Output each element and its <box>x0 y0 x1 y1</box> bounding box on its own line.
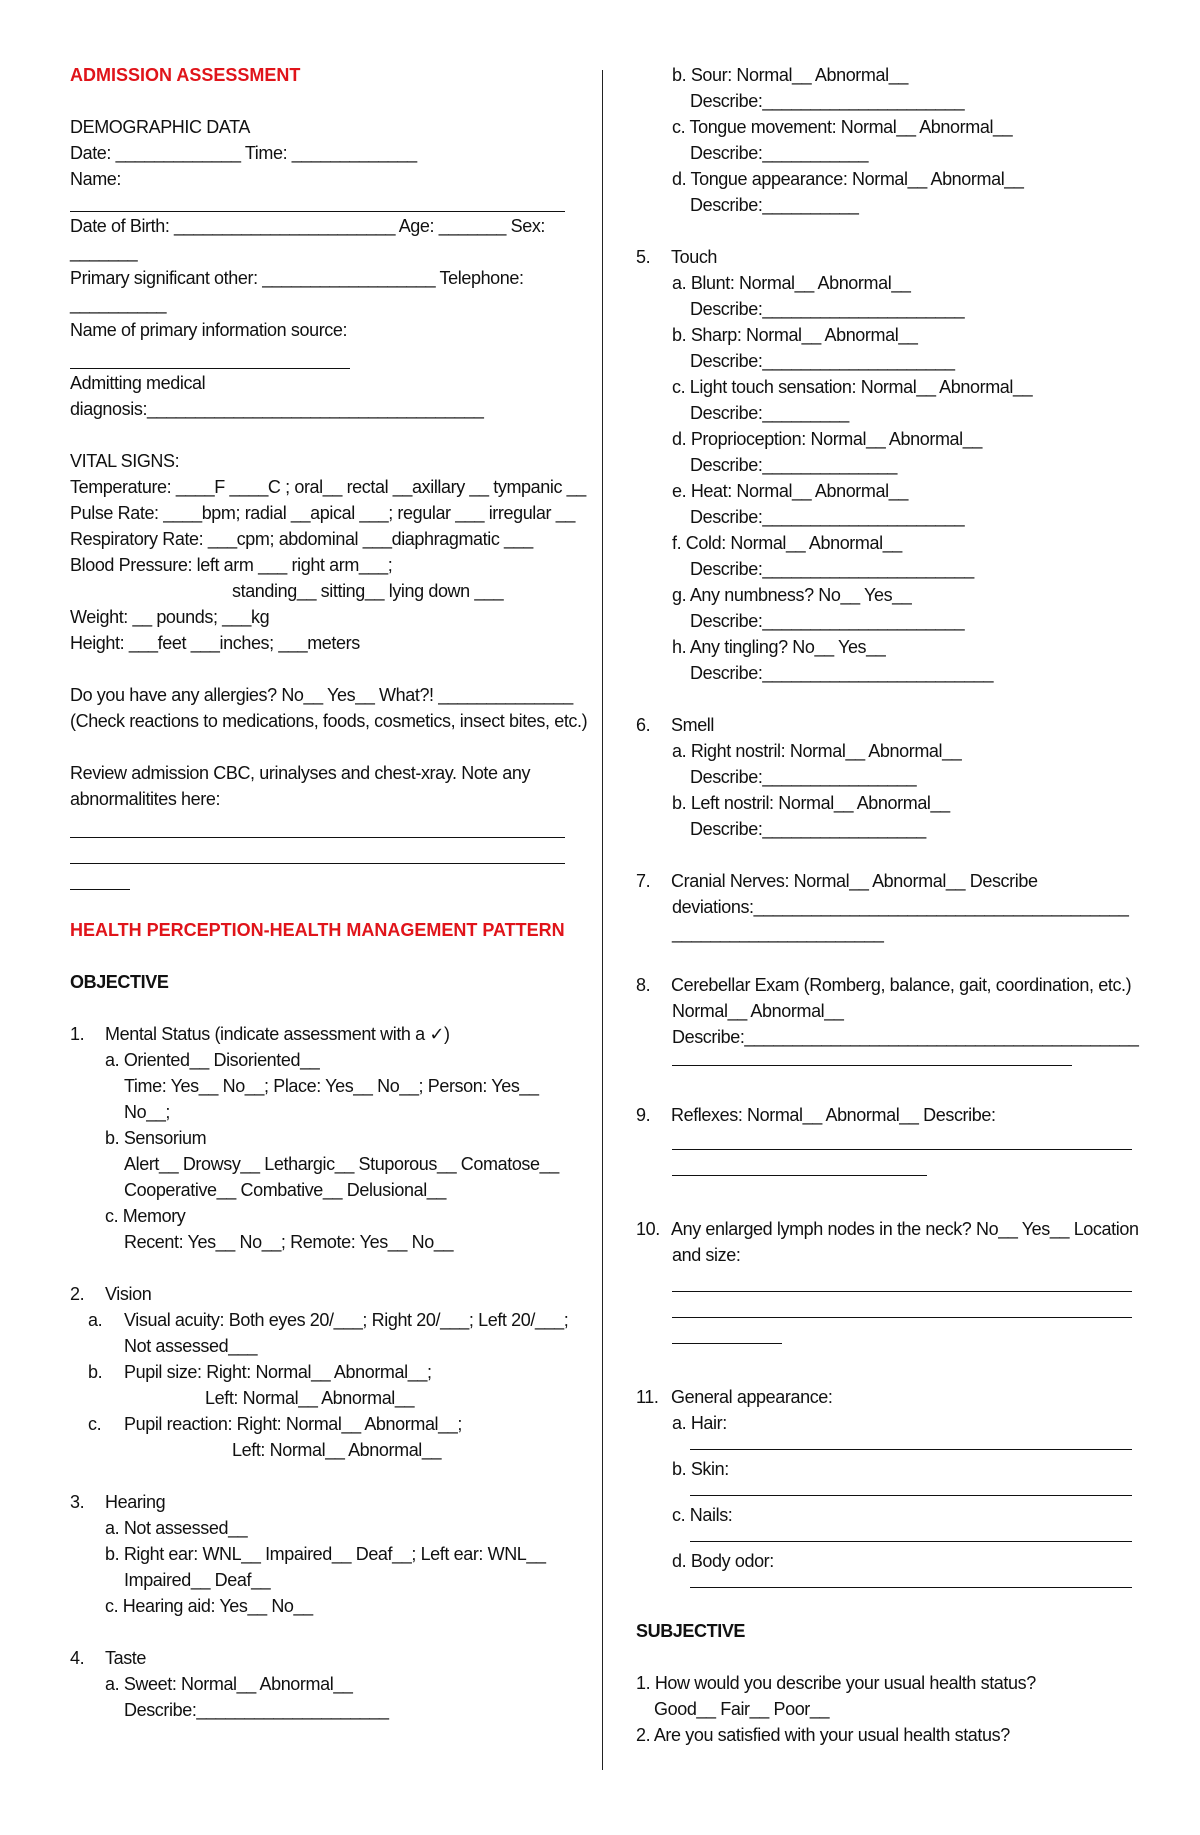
pulse-field[interactable]: Pulse Rate: ____bpm; radial __apical ___; regular ___ irregular __ <box>70 503 575 523</box>
cerebellar-item: 8. Cerebellar Exam (Romberg, balance, gait, coordination, etc.) <box>636 975 1132 995</box>
left-nostril-describe-field[interactable]: Describe:_________________ <box>690 819 926 839</box>
hearing-aid-field[interactable]: c. Hearing aid: Yes__ No__ <box>105 1596 313 1616</box>
heat-field[interactable]: e. Heat: Normal__ Abnormal__ <box>672 481 908 501</box>
dob-field[interactable]: Date of Birth: _______________________ Age: _______ Sex: <box>70 216 546 236</box>
telephone-field[interactable]: __________ <box>70 294 167 314</box>
visual-acuity-field[interactable]: a. Visual acuity: Both eyes 20/___; Right 20/___; Left 20/___; <box>88 1310 569 1330</box>
respiratory-field[interactable]: Respiratory Rate: ___cpm; abdominal ___diaphragmatic ___ <box>70 529 533 549</box>
admitting-label: Admitting medical <box>70 373 206 393</box>
deviations-field[interactable]: deviations:_______________________________________ <box>672 897 1129 917</box>
orientation-field-cont[interactable]: No__; <box>124 1102 171 1122</box>
abnormalities-line-2[interactable] <box>70 862 565 864</box>
review-text: Review admission CBC, urinalyses and chest-xray. Note any <box>70 763 531 783</box>
health-status-question: 1. How would you describe your usual health status? <box>636 1673 1036 1693</box>
hair-label: a. Hair: <box>672 1413 727 1433</box>
ear-field-cont[interactable]: Impaired__ Deaf__ <box>124 1570 271 1590</box>
lymph-size-label: and size: <box>672 1245 741 1265</box>
nails-label: c. Nails: <box>672 1505 733 1525</box>
allergy-note: (Check reactions to medications, foods, cosmetics, insect bites, etc.) <box>70 711 588 731</box>
blunt-field[interactable]: a. Blunt: Normal__ Abnormal__ <box>672 273 911 293</box>
heat-describe-field[interactable]: Describe:_____________________ <box>690 507 965 527</box>
memory-label: c. Memory <box>105 1206 186 1226</box>
column-divider <box>602 70 603 1770</box>
name-line[interactable] <box>70 210 565 212</box>
sour-field[interactable]: b. Sour: Normal__ Abnormal__ <box>672 65 908 85</box>
right-column <box>636 62 1139 1748</box>
cerebellar-describe-field[interactable]: Describe:_________________________________________ <box>672 1027 1139 1047</box>
ear-field[interactable]: b. Right ear: WNL__ Impaired__ Deaf__; Left ear: WNL__ <box>105 1544 546 1564</box>
cold-field[interactable]: f. Cold: Normal__ Abnormal__ <box>672 533 902 553</box>
smell-item: 6. Smell <box>636 715 715 735</box>
skin-line[interactable] <box>690 1494 1132 1496</box>
tingling-describe-field[interactable]: Describe:________________________ <box>690 663 994 683</box>
orientation-field[interactable]: Time: Yes__ No__; Place: Yes__ No__; Person: Yes__ <box>124 1076 539 1096</box>
info-source-label: Name of primary information source: <box>70 320 348 340</box>
pupil-size-field[interactable]: b. Pupil size: Right: Normal__ Abnormal__; <box>88 1362 432 1382</box>
section-heading: HEALTH PERCEPTION-HEALTH MANAGEMENT PATTERN <box>70 920 565 940</box>
info-source-line[interactable] <box>70 367 350 369</box>
tongue-movement-field[interactable]: c. Tongue movement: Normal__ Abnormal__ <box>672 117 1013 137</box>
abnormalities-line-3[interactable] <box>70 888 130 890</box>
reflexes-item[interactable]: 9. Reflexes: Normal__ Abnormal__ Describe: <box>636 1105 996 1125</box>
abnormalities-line-1[interactable] <box>70 836 565 838</box>
left-column <box>70 62 588 1723</box>
sharp-describe-field[interactable]: Describe:____________________ <box>690 351 955 371</box>
cranial-nerves-item[interactable]: 7. Cranial Nerves: Normal__ Abnormal__ Describe <box>636 871 1038 891</box>
name-field[interactable]: Name: <box>70 169 122 189</box>
right-nostril-describe-field[interactable]: Describe:________________ <box>690 767 917 787</box>
vital-signs-heading: VITAL SIGNS: <box>70 451 180 471</box>
tongue-appearance-field[interactable]: d. Tongue appearance: Normal__ Abnormal__ <box>672 169 1024 189</box>
sex-field[interactable]: _______ <box>70 242 138 262</box>
numbness-describe-field[interactable]: Describe:_____________________ <box>690 611 965 631</box>
behavior-field[interactable]: Cooperative__ Combative__ Delusional__ <box>124 1180 447 1200</box>
tingling-field[interactable]: h. Any tingling? No__ Yes__ <box>672 637 886 657</box>
tongue-movement-describe-field[interactable]: Describe:___________ <box>690 143 869 163</box>
not-assessed-field[interactable]: Not assessed___ <box>124 1336 258 1356</box>
mental-status-item: 1. Mental Status (indicate assessment with a ✓) <box>70 1024 450 1044</box>
body-odor-label: d. Body odor: <box>672 1551 774 1571</box>
sharp-field[interactable]: b. Sharp: Normal__ Abnormal__ <box>672 325 918 345</box>
blunt-describe-field[interactable]: Describe:_____________________ <box>690 299 965 319</box>
blood-pressure-field[interactable]: Blood Pressure: left arm ___ right arm___; <box>70 555 393 575</box>
lymph-line-2[interactable] <box>672 1316 1132 1318</box>
hearing-item: 3. Hearing <box>70 1492 166 1512</box>
subjective-heading: SUBJECTIVE <box>636 1621 746 1641</box>
touch-item: 5. Touch <box>636 247 718 267</box>
sensorium-label: b. Sensorium <box>105 1128 207 1148</box>
objective-heading: OBJECTIVE <box>70 972 169 992</box>
pupil-reaction-field[interactable]: c. Pupil reaction: Right: Normal__ Abnormal__; <box>88 1414 462 1434</box>
nails-line[interactable] <box>690 1540 1132 1542</box>
pupil-reaction-left-field[interactable]: Left: Normal__ Abnormal__ <box>232 1440 442 1460</box>
reflexes-line-1[interactable] <box>672 1148 1132 1150</box>
lymph-line-1[interactable] <box>672 1290 1132 1292</box>
pupil-size-left-field[interactable]: Left: Normal__ Abnormal__ <box>205 1388 415 1408</box>
cerebellar-normal-field[interactable]: Normal__ Abnormal__ <box>672 1001 844 1021</box>
memory-field[interactable]: Recent: Yes__ No__; Remote: Yes__ No__ <box>124 1232 454 1252</box>
vision-item: 2. Vision <box>70 1284 152 1304</box>
skin-label: b. Skin: <box>672 1459 729 1479</box>
diagnosis-field[interactable]: diagnosis:___________________________________ <box>70 399 484 419</box>
bp-position-field[interactable]: standing__ sitting__ lying down ___ <box>232 581 504 601</box>
oriented-field[interactable]: a. Oriented__ Disoriented__ <box>105 1050 320 1070</box>
hair-line[interactable] <box>690 1448 1132 1450</box>
cold-describe-field[interactable]: Describe:______________________ <box>690 559 974 579</box>
significant-other-field[interactable]: Primary significant other: __________________ Telephone: <box>70 268 524 288</box>
tongue-appearance-describe-field[interactable]: Describe:__________ <box>690 195 859 215</box>
allergy-field[interactable]: Do you have any allergies? No__ Yes__ What?! ______________ <box>70 685 573 705</box>
review-text-2: abnormalitites here: <box>70 789 221 809</box>
demographic-heading: DEMOGRAPHIC DATA <box>70 117 250 137</box>
height-field[interactable]: Height: ___feet ___inches; ___meters <box>70 633 360 653</box>
deviations-field-cont[interactable]: ______________________ <box>672 923 884 943</box>
light-touch-describe-field[interactable]: Describe:_________ <box>690 403 849 423</box>
satisfied-question: 2. Are you satisfied with your usual health status? <box>636 1725 1010 1745</box>
light-touch-field[interactable]: c. Light touch sensation: Normal__ Abnormal__ <box>672 377 1033 397</box>
taste-item: 4. Taste <box>70 1648 147 1668</box>
page-title: ADMISSION ASSESSMENT <box>70 65 301 85</box>
health-status-options[interactable]: Good__ Fair__ Poor__ <box>654 1699 830 1719</box>
weight-field[interactable]: Weight: __ pounds; ___kg <box>70 607 270 627</box>
temperature-field[interactable]: Temperature: ____F ____C ; oral__ rectal __axillary __ tympanic __ <box>70 477 586 497</box>
sweet-describe-field[interactable]: Describe:____________________ <box>124 1700 389 1720</box>
sweet-field[interactable]: a. Sweet: Normal__ Abnormal__ <box>105 1674 353 1694</box>
hearing-not-assessed-field[interactable]: a. Not assessed__ <box>105 1518 248 1538</box>
sensorium-field[interactable]: Alert__ Drowsy__ Lethargic__ Stuporous__ Comatose__ <box>124 1154 559 1174</box>
right-nostril-field[interactable]: a. Right nostril: Normal__ Abnormal__ <box>672 741 962 761</box>
proprioception-describe-field[interactable]: Describe:______________ <box>690 455 897 475</box>
date-time-field[interactable]: Date: _____________ Time: _____________ <box>70 143 417 163</box>
general-appearance-item: 11. General appearance: <box>636 1387 833 1407</box>
left-nostril-field[interactable]: b. Left nostril: Normal__ Abnormal__ <box>672 793 950 813</box>
numbness-field[interactable]: g. Any numbness? No__ Yes__ <box>672 585 912 605</box>
lymph-nodes-item[interactable]: 10. Any enlarged lymph nodes in the neck? No__ Yes__ Location <box>636 1219 1139 1239</box>
proprioception-field[interactable]: d. Proprioception: Normal__ Abnormal__ <box>672 429 982 449</box>
sour-describe-field[interactable]: Describe:_____________________ <box>690 91 965 111</box>
